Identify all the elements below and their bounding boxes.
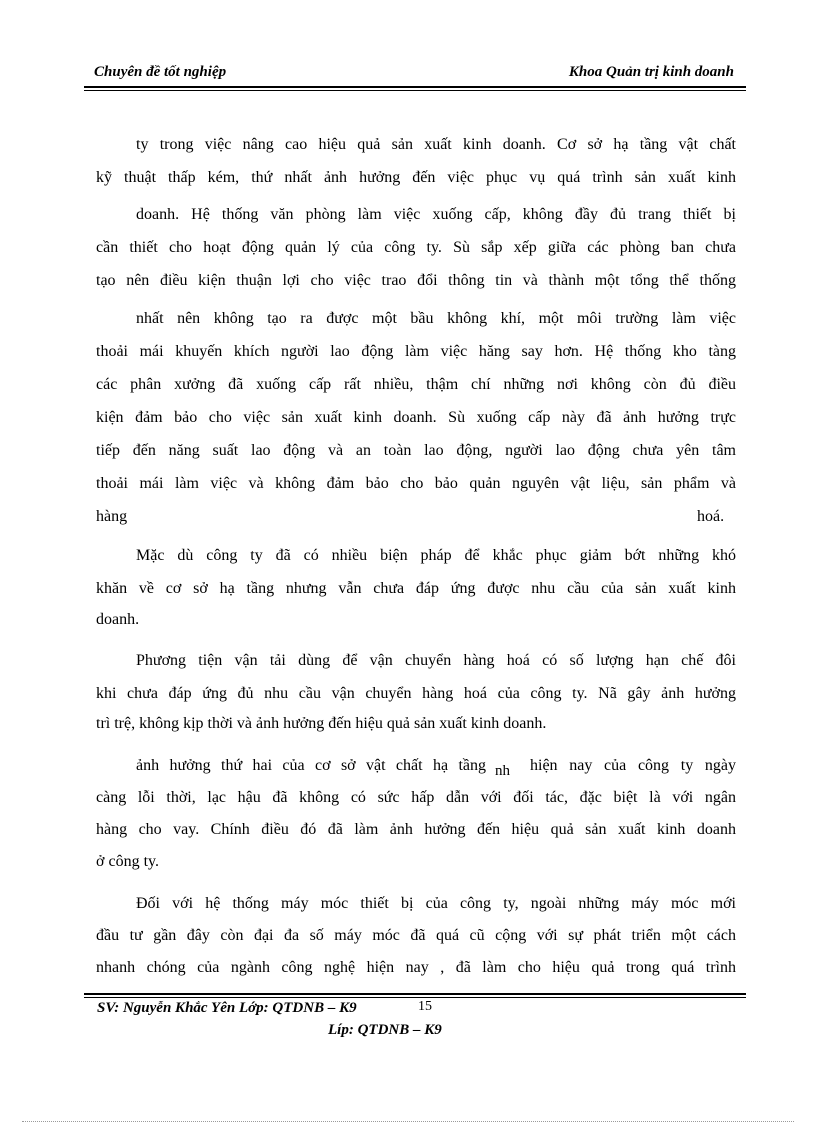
text-line: càng lỗi thời, lạc hậu đã không có sức hấp dẫn với đối tác, đặc biệt là với ngân [96, 789, 736, 806]
text-line: kiện đảm bảo cho việc sản xuất kinh doanh. Sù xuống cấp này đã ảnh hưởng trực [96, 409, 736, 426]
text-line: Phương tiện vận tải dùng để vận chuyển hàng hoá có số lượng hạn chế đôi [136, 652, 736, 669]
text-line: thoải mái khuyến khích người lao động làm việc hăng say hơn. Hệ thống kho tàng [96, 343, 736, 360]
header-faculty-name: Khoa Quản trị kinh doanh [568, 64, 734, 80]
text-line: thoải mái làm việc và không đảm bảo cho bảo quản nguyên vật liệu, sản phẩm và [96, 475, 736, 492]
text-line: doanh. Hệ thống văn phòng làm việc xuống cấp, không đầy đủ trang thiết bị [136, 206, 736, 223]
text-line: Đối với hệ thống máy móc thiết bị của công ty, ngoài những máy móc mới [136, 895, 736, 912]
text-line: cần thiết cho hoạt động quản lý của công ty. Sù sắp xếp giữa các phòng ban chưa [96, 239, 736, 256]
footer-rule [84, 993, 746, 998]
text-fragment: ảnh hưởng thứ hai của cơ sở vật chất hạ tầng [136, 757, 486, 774]
text-line: ở công ty. [96, 853, 159, 870]
header-rule [84, 86, 746, 91]
text-line: khi chưa đáp ứng đủ nhu cầu vận chuyển hàng hoá của công ty. Nã gây ảnh hưởng [96, 685, 736, 702]
page-header [84, 60, 736, 84]
footer-class-info: Líp: QTDNB – K9 [328, 1022, 442, 1038]
text-line: tiếp đến năng suất lao động và an toàn lao động, người lao động chưa yên tâm [96, 442, 736, 459]
text-line: các phân xưởng đã xuống cấp rất nhiều, thậm chí những nơi không còn đủ điều [96, 376, 736, 393]
page-edge-dotted-line [22, 1121, 794, 1122]
text-line: tạo nên điều kiện thuận lợi cho việc trao đổi thông tin và thành một tổng thể thống [96, 272, 736, 289]
text-line: ty trong việc nâng cao hiệu quả sản xuất kinh doanh. Cơ sở hạ tầng vật chất [136, 136, 736, 153]
text-line: hàng cho vay. Chính điều đó đã làm ảnh hưởng đến hiệu quả sản xuất kinh doanh [96, 821, 736, 838]
text-line: kỹ thuật thấp kém, thứ nhất ảnh hưởng đến việc phục vụ quá trình sản xuất kinh [96, 169, 736, 186]
header-thesis-title: Chuyên đề tốt nghiệp [94, 64, 227, 80]
text-word: hoá. [697, 508, 725, 525]
text-line: trì trệ, không kịp thời và ảnh hưởng đến hiệu quả sản xuất kinh doanh. [96, 715, 547, 732]
text-fragment: hiện nay của công ty ngày [530, 757, 736, 774]
text-line: nhất nên không tạo ra được một bầu không khí, một môi trường làm việc [136, 310, 736, 327]
text-line: Mặc dù công ty đã có nhiều biện pháp để khắc phục giảm bớt những khó [136, 547, 736, 564]
text-word: hàng [96, 508, 128, 525]
text-line: khăn về cơ sở hạ tầng nhưng vẫn chưa đáp ứng được nhu cầu của sản xuất kinh [96, 580, 736, 597]
page-number: 15 [418, 999, 432, 1014]
text-line: nhanh chóng của ngành công nghệ hiện nay , đã làm cho hiệu quả trong quá trình [96, 959, 736, 976]
text-line: doanh. [96, 611, 140, 628]
text-fragment: nh [495, 763, 510, 779]
footer-student-info: SV: Nguyễn Khắc Yên Lớp: QTDNB – K9 [97, 1000, 357, 1016]
text-line: đầu tư gần đây còn đại đa số máy móc đã quá cũ cộng với sự phát triển một cách [96, 927, 736, 944]
